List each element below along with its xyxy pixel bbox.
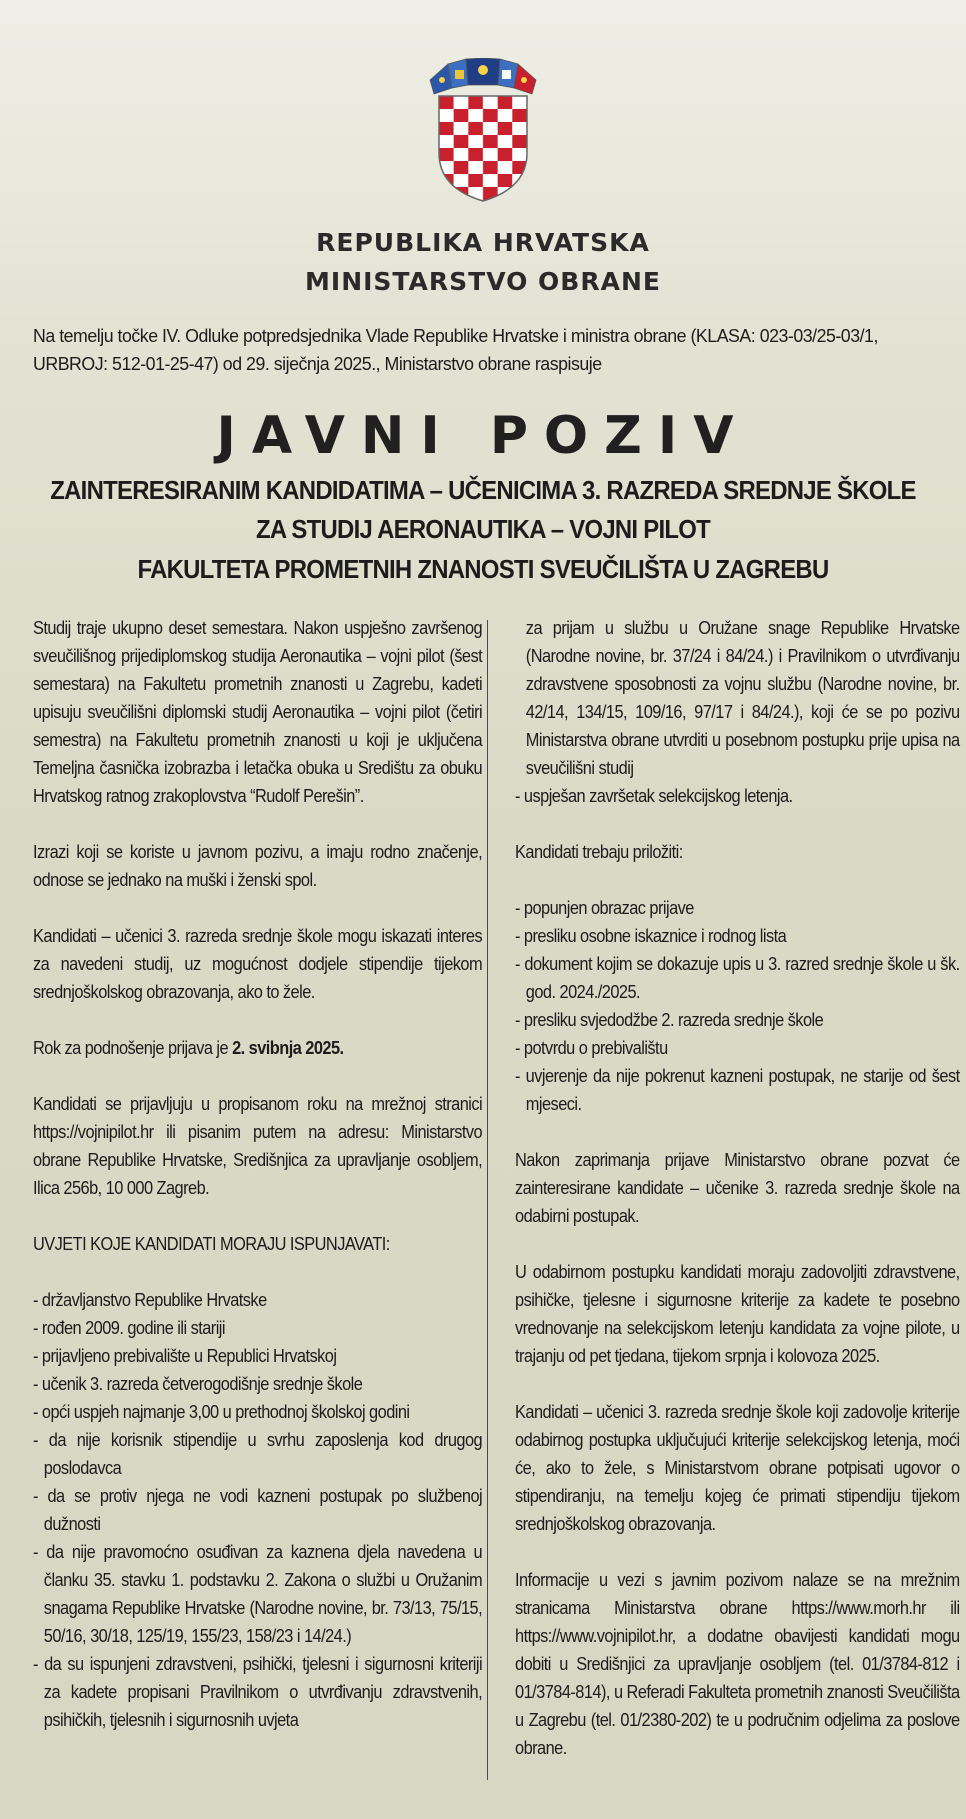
- condition-item: - državljanstvo Republike Hrvatske: [33, 1290, 267, 1310]
- condition-item: - prijavljeno prebivalište u Republici Hrvatskoj: [33, 1346, 337, 1366]
- invitation-paragraph: Nakon zaprimanja prijave Ministarstvo obrane pozvat će zainteresirane kandidate – učenike 3. razreda srednje škole na odabirni postupak.: [515, 1150, 960, 1226]
- condition-item: - rođen 2009. godine ili stariji: [33, 1318, 226, 1338]
- deadline-paragraph: [33, 1034, 482, 1062]
- attachment-item: - potvrdu o prebivalištu: [515, 1038, 668, 1058]
- study-duration-paragraph: Studij traje ukupno deset semestara. Nakon uspješno završenog sveučilišnog prijediplomskog studija Aeronautika – vojni pilot (šest semestara) na Fakultetu prometnih znanosti u Zagrebu, kadeti upisuju sveučilišni diplomski studij Aeronautika – vojni pilot (četiri semestra) na Fakultetu prometnih znanosti u koji je uključena Temeljna časnička izobrazba i letačka obuka u Središtu za obuku Hrvatskog ratnog zrakoplovstva “Rudolf Perešin”.: [33, 618, 483, 806]
- subtitle-line2: ZA STUDIJ AERONAUTIKA – VOJNI PILOT: [255, 514, 711, 544]
- attachment-item: - dokument kojim se dokazuje upis u 3. razred srednje škole u šk. god. 2024./2025.: [515, 954, 960, 1002]
- left-column: [33, 614, 482, 1734]
- condition-item: - opći uspjeh najmanje 3,00 u prethodnoj školskoj godini: [33, 1402, 410, 1422]
- deadline-date: 2. svibnja 2025.: [232, 1038, 344, 1058]
- attachment-item: - popunjen obrazac prijave: [515, 898, 694, 918]
- ministry-title-line2: MINISTARSTVO OBRANE: [305, 267, 661, 296]
- selection-paragraph: U odabirnom postupku kandidati moraju zadovoljiti zdravstvene, psihičke, tjelesne i sigurnosne kriterije za kadete te posebno vrednovanje na selekcijskom letenju kandidata za vojne pilote, u trajanju od pet tjedana, tijekom srpnja i kolovoza 2025.: [515, 1262, 960, 1366]
- information-paragraph: Informacije u vezi s javnim pozivom nalaze se na mrežnim stranicama Ministarstva obrane https://www.morh.hr ili https://www.vojnipilot.hr, a dodatne obavijesti kandidati mogu dobiti u Središnjici za upravljanje osobljem (tel. 01/3784-812 i 01/3784-814), u Referadi Fakulteta prometnih znanosti Sveučilišta u Zagrebu (tel. 01/2380-202) te u područnim odjelima za poslove obrane.: [515, 1570, 960, 1758]
- attachment-item: - uvjerenje da nije pokrenut kazneni postupak, ne starije od šest mjeseci.: [515, 1066, 960, 1114]
- condition-item: - da nije korisnik stipendije u svrhu zaposlenja kod drugog poslodavca: [33, 1430, 483, 1478]
- attachments-heading: Kandidati trebaju priložiti:: [515, 842, 683, 862]
- page-title: JAVNI POZIV: [216, 406, 750, 466]
- condition-item-continued: za prijam u službu u Oružane snage Republike Hrvatske (Narodne novine, br. 37/24 i 84/24.) i Pravilnikom o utvrđivanju zdravstvene sposobnosti za vojnu službu (Narodne novine, br. 42/14, 134/15, 109/16, 97/17 i 84/24.), koji će se po pozivu Ministarstva obrane utvrditi u posebnom postupku prije upisa na sveučilišni studij: [525, 618, 960, 778]
- condition-item: - da su ispunjeni zdravstveni, psihički, tjelesni i sigurnosni kriteriji za kadete propisani Pravilnikom o utvrđivanju zdravstvenih, psihičkih, tjelesnih i sigurnosnih uvjeta: [33, 1654, 483, 1730]
- attachment-item: - presliku osobne iskaznice i rodnog lista: [515, 926, 787, 946]
- attachment-item: - presliku svjedodžbe 2. razreda srednje škole: [515, 1010, 824, 1030]
- ministry-title-line1: REPUBLIKA HRVATSKA: [316, 228, 650, 257]
- right-column: [515, 614, 960, 1762]
- application-paragraph: Kandidati se prijavljuju u propisanom roku na mrežnoj stranici https://vojnipilot.hr ili pisanim putem na adresu: Ministarstvo obrane Republike Hrvatske, Središnjica za upravljanje osobljem, Ilica 256b, 10 000 Zagreb.: [33, 1094, 483, 1198]
- subtitle-line3: FAKULTETA PROMETNIH ZNANOSTI SVEUČILIŠTA U ZAGREBU: [137, 554, 829, 584]
- condition-item: - da nije pravomoćno osuđivan za kaznena djela navedena u članku 35. stavku 1. podstavku 2. Zakona o službi u Oružanim snagama Republike Hrvatske (Narodne novine, br. 73/13, 75/15, 50/16, 30/18, 125/19, 155/23, 158/23 i 14/24.): [33, 1542, 483, 1646]
- contract-paragraph: Kandidati – učenici 3. razreda srednje škole koji zadovolje kriterije odabirnog postupka uključujući kriterije selekcijskog letenja, moći će, ako to žele, s Ministarstvom obrane potpisati ugovor o stipendiranju, na temelju kojeg će primati stipendiju tijekom srednjoškolskog obrazovanja.: [515, 1402, 960, 1534]
- interest-paragraph: Kandidati – učenici 3. razreda srednje škole mogu iskazati interes za navedeni studij, uz mogućnost dodjele stipendije tijekom srednjoškolskog obrazovanja, ako to žele.: [33, 926, 483, 1002]
- subtitle-line1: ZAINTERESIRANIM KANDIDATIMA – UČENICIMA 3. RAZREDA SREDNJE ŠKOLE: [50, 475, 916, 505]
- deadline-label: Rok za podnošenje prijava je: [33, 1038, 233, 1058]
- intro-paragraph: Na temelju točke IV. Odluke potpredsjednika Vlade Republike Hrvatske i ministra obrane (KLASA: 023-03/25-03/1, URBROJ: 512-01-25-47) od 29. siječnja 2025., Ministarstvo obrane raspisuje: [33, 325, 878, 374]
- condition-item: - uspješan završetak selekcijskog letenja.: [515, 786, 793, 806]
- condition-item: - da se protiv njega ne vodi kazneni postupak po službenoj dužnosti: [33, 1486, 483, 1534]
- gender-note-paragraph: Izrazi koji se koriste u javnom pozivu, a imaju rodno značenje, odnose se jednako na muški i ženski spol.: [33, 842, 483, 890]
- croatian-coat-of-arms-icon: [428, 58, 538, 203]
- conditions-heading: UVJETI KOJE KANDIDATI MORAJU ISPUNJAVATI:: [33, 1234, 390, 1254]
- condition-item: - učenik 3. razreda četverogodišnje srednje škole: [33, 1374, 363, 1394]
- column-divider: [487, 620, 488, 1780]
